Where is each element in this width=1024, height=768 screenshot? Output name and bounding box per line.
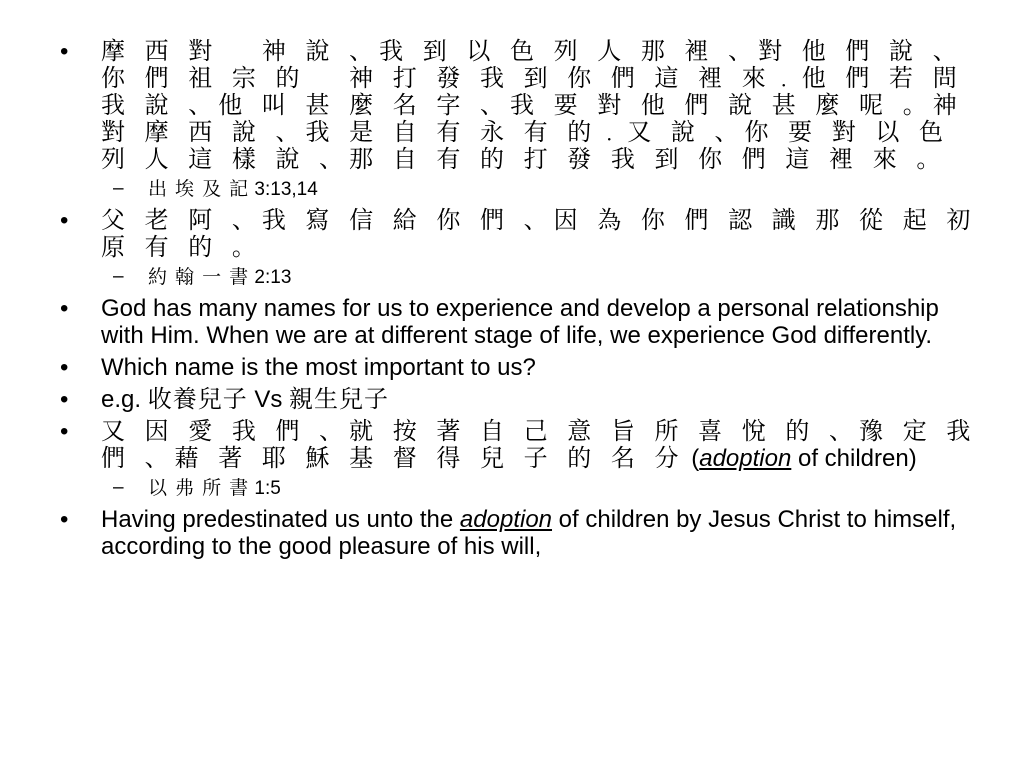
bullet-text: 父 老 阿 、我 寫 信 給 你 們 、因 為 你 們 認 識 那 從 起 初 原 有 的 。 [101, 206, 977, 261]
bullet-item-example [60, 386, 980, 413]
bullet-marker: • [60, 295, 69, 322]
adoption-emphasis: adoption [699, 445, 792, 472]
bullet-list [60, 38, 980, 565]
reference-book: 以 弗 所 書 [148, 477, 250, 499]
dash-marker: – [113, 266, 124, 287]
bullet-item-ephesians-quote [60, 418, 980, 472]
adoption-emphasis: adoption [459, 506, 553, 533]
reference-book: 出 埃 及 記 [148, 178, 250, 200]
bullet-text-after: of children by Jesus Christ to himself, according to the good pleasure of his will, [101, 506, 957, 560]
sub-item-john-ref [60, 265, 980, 290]
bullet-marker: • [60, 38, 69, 65]
bullet-text: God has many names for us to experience and develop a personal relationship with Him. When we are at different stage of life, we experience God differently. [101, 295, 939, 349]
bullet-item-question [60, 354, 980, 381]
bullet-text: Which name is the most important to us? [101, 354, 536, 381]
bullet-item-john-quote [60, 207, 980, 261]
example-prefix: e.g. [101, 386, 148, 413]
bullet-marker: • [60, 506, 69, 533]
bullet-text-cjk: 又 因 愛 我 們 、就 按 著 自 己 意 旨 所 喜 悅 的 、豫 定 我 們 、藉 著 耶 穌 基 督 得 兒 子 的 名 分 [101, 417, 977, 472]
reference-verse: 3:13,14 [254, 179, 318, 200]
bullet-marker: • [60, 207, 69, 234]
reference-verse: 2:13 [254, 267, 292, 288]
paren-open: ( [684, 445, 700, 472]
reference-book: 約 翰 一 書 [148, 266, 250, 288]
bullet-text-before: Having predestinated us unto the [101, 506, 460, 533]
paren-close: of children) [791, 445, 917, 472]
bullet-item-god-names [60, 295, 980, 349]
reference-verse: 1:5 [254, 478, 281, 499]
bullet-marker: • [60, 418, 69, 445]
example-vs: Vs [247, 386, 290, 413]
bullet-text: 摩 西 對 神 說 、我 到 以 色 列 人 那 裡 、對 他 們 說 、你 們 祖 宗 的 神 打 發 我 到 你 們 這 裡 來﹒他 們 若 問 我 說 、他 叫 甚 麼 名 字 、我 要 對 他 們 說 甚 麼 呢 。神 對 摩 西 說 、我 是 自 有 永 有 的﹒又 說 、你 要 對 以 色 列 人 這 樣 說 、那 自 有 的 打 發 我 到 你 們 這 裡 來 。 [101, 37, 963, 173]
bullet-marker: • [60, 386, 69, 413]
example-term-adopted: 收養兒子 [147, 385, 248, 413]
bullet-item-exodus-quote [60, 38, 980, 173]
bullet-item-kjv-quote [60, 506, 980, 560]
bullet-marker: • [60, 354, 69, 381]
dash-marker: – [113, 178, 124, 199]
sub-item-exodus-ref [60, 177, 980, 202]
example-term-natural: 親生兒子 [289, 385, 390, 413]
sub-item-ephesians-ref [60, 476, 980, 501]
dash-marker: – [113, 477, 124, 498]
